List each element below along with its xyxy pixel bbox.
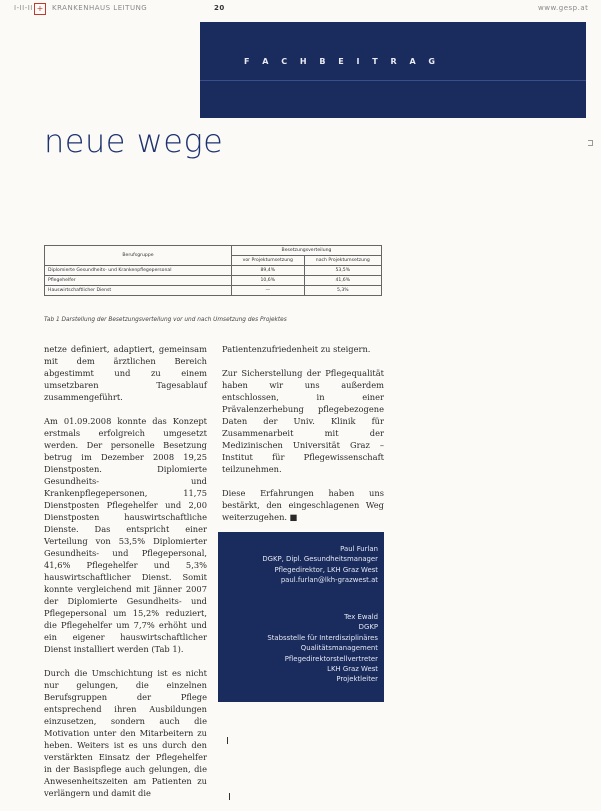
- author-role: Pflegedirektorstellvertreter: [284, 654, 378, 663]
- header-band: [200, 22, 586, 118]
- text-column-left: [44, 343, 207, 811]
- author-email: paul.furlan@lkh-grazwest.at: [280, 576, 378, 585]
- paragraph: netze definiert, adaptiert, gemeinsam mit dem ärztlichen Bereich abgestimmt und zu einem umsetzbaren Tagesablauf zusammengeführt.: [44, 344, 207, 402]
- paragraph: Am 01.09.2008 konnte das Konzept erstmals erfolgreich umgesetzt werden. Der personelle Besetzung betrug im Dezember 2008 19,25 Dienstposten. Diplomierte Gesundheits- und Krankenpflegepersonen, 11,75 Dienstposten Pflegehelfer und 2,00 Dienstposten hauswirtschaftliche Dienste. Das entspricht einer Verteilung von 53,5% Diplomierter Gesundheits- und Pflegepersonal, 41,6% Pflegehelfer und 5,3% hauswirtschaftlicher Dienst. Somit konnte vergleichend mit Jänner 2007 der Diplomierte Gesundheits- und Pflegepersonal um 15,2% reduziert, die Pflegehelfer um 7,7% erhöht und ein eigener hauswirtschaftlicher Dienst installiert werden (Tab 1).: [44, 416, 207, 654]
- author-2: [267, 612, 378, 685]
- staffing-table: [44, 245, 382, 296]
- article-title: neue wege: [44, 122, 224, 160]
- col-header-after: nach Projektumsetzung: [304, 256, 381, 266]
- table-row: [45, 266, 382, 276]
- author-box: [218, 532, 384, 702]
- author-name: Paul Furlan: [340, 545, 378, 553]
- rubric-rule: [200, 80, 586, 81]
- paragraph: Zur Sicherstellung der Pflegequalität haben wir uns außerdem entschlossen, in einer Prävalenzerhebung pflegebezogene Daten der Univ. Klinik für Zusammenarbeit mit der Medizinischen Universität Graz – Institut für Pflegewissenschaft teilzunehmen.: [222, 368, 384, 474]
- value-after: 53,5%: [304, 266, 381, 276]
- paragraph: Diese Erfahrungen haben uns bestärkt, den eingeschlagenen Weg weiterzugehen. ■: [222, 488, 384, 522]
- header-left: I-II-II: [14, 4, 33, 12]
- paragraph: Patientenzufriedenheit zu steigern.: [222, 344, 371, 354]
- value-after: 5,3%: [304, 286, 381, 296]
- value-before: 89,4%: [232, 266, 305, 276]
- margin-tick: [227, 737, 228, 744]
- table-row: [45, 286, 382, 296]
- author-role: Projektleiter: [336, 675, 378, 684]
- col-header-group: Berufsgruppe: [45, 246, 232, 266]
- author-credential: DGKP, Dipl. Gesundheitsmanager: [262, 555, 378, 564]
- header-url: www.gesp.at: [538, 4, 589, 12]
- text-column-right: [222, 343, 384, 535]
- table-row: [45, 276, 382, 286]
- header-brand: KRANKENHAUS LEITUNG: [52, 4, 148, 12]
- row-label: Diplomierte Gesundheits- und Krankenpflegepersonal: [45, 266, 232, 276]
- cross-logo-icon: +: [34, 3, 46, 15]
- row-label: Hauswirtschaftlicher Dienst: [45, 286, 232, 296]
- value-before: 10,6%: [232, 276, 305, 286]
- col-header-distribution: Besetzungsverteilung: [232, 246, 382, 256]
- rubric-label: F A C H B E I T R A G: [244, 57, 440, 66]
- margin-tick: [229, 793, 230, 800]
- author-1: [262, 544, 378, 586]
- author-name: Tex Ewald: [344, 613, 378, 621]
- col-header-before: vor Projektumsetzung: [232, 256, 305, 266]
- page-number: 20: [214, 4, 225, 12]
- author-role: Qualitätsmanagement: [300, 644, 378, 653]
- author-role: Pflegedirektor, LKH Graz West: [274, 565, 378, 574]
- author-role: Stabsstelle für Interdisziplinäres: [267, 633, 378, 642]
- table-header-row: [45, 246, 382, 256]
- value-after: 41,6%: [304, 276, 381, 286]
- author-credential: DGKP: [358, 623, 378, 632]
- paragraph: Durch die Umschichtung ist es nicht nur gelungen, die einzelnen Berufsgruppen der Pflege entsprechend ihren Ausbildungen einzusetzen, sondern auch die Motivation unter den Mitarbeitern zu heben. Weiters ist es uns durch den verstärkten Einsatz der Pflegehelfer in der Basispflege auch gelungen, die Anwesenheitszeiten am Patienten zu verlängern und damit die: [44, 668, 207, 798]
- value-before: —: [232, 286, 305, 296]
- table-caption: Tab 1 Darstellung der Besetzungsverteilung vor und nach Umsetzung des Projektes: [44, 317, 287, 323]
- author-role: LKH Graz West: [327, 665, 378, 674]
- row-label: Pflegehelfer: [45, 276, 232, 286]
- crop-mark: [588, 140, 593, 146]
